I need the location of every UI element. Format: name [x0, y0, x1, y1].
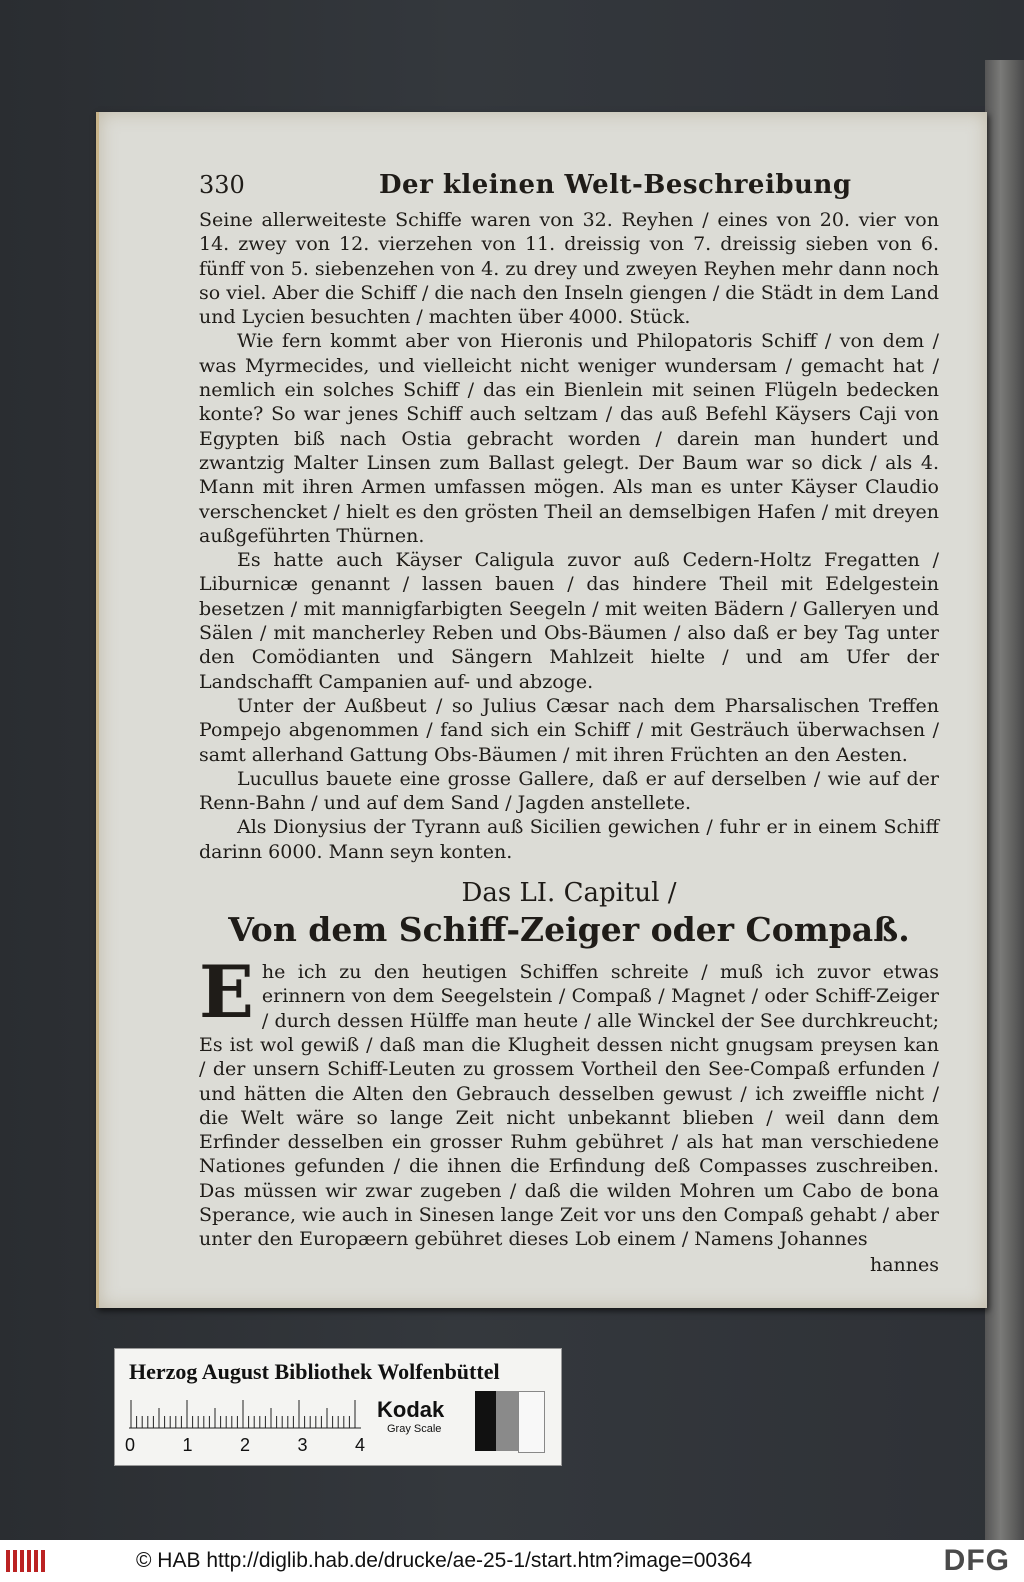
kodak-subtitle: Gray Scale: [387, 1423, 442, 1435]
kodak-label: [377, 1397, 444, 1435]
running-head: Der kleinen Welt-Beschreibung: [379, 170, 852, 200]
paragraph-3: Es hatte auch Käyser Caligula zuvor auß Cedern-Holtz Fregatten / Liburnicæ genannt / lassen bauen / das hindere Theil mit Edelgestein besetzen / mit mannigfarbigten Seegeln / mit weiten Bädern / Galleryen und Sälen / mit mancherley Reben und Obs-Bäumen / also daß er bey Tag unter den Comödianten und Sängern Mahlzeit hielte / und am Ufer der Landschafft Campanien auf- und abzoge.: [199, 549, 939, 693]
paragraph-1: Seine allerweiteste Schiffe waren von 32. Reyhen / eines von 20. vier von 14. zwey von 12. vierzehen von 11. dreissig von 7. dreissig sieben von 6. fünff von 5. siebenzehen von 4. zu drey und zweyen Reyhen mehr dann noch so viel. Aber die Schiff / die nach den Inseln giengen / die Städt in dem Land und Lycien besuchten / machten über 4000. Stück.: [199, 209, 939, 329]
page-content: [199, 170, 939, 1276]
hab-logo-icon: [4, 1546, 50, 1576]
chapter-number: Das LI. Capitul /: [461, 878, 677, 909]
ruler-icon: [129, 1399, 361, 1429]
copyright-link[interactable]: © HAB http://diglib.hab.de/drucke/ae-25-1/start.htm?image=00364: [136, 1549, 753, 1572]
gray-scale-swatch: [475, 1391, 545, 1451]
paragraph-5: Lucullus bauete eine grosse Gallere, daß er auf derselben / wie auf der Renn-Bahn / und auf dem Sand / Jagden anstellete.: [199, 767, 939, 815]
ruler-numbers: [125, 1435, 365, 1456]
ruler-number: 1: [182, 1435, 193, 1455]
chapter-text: he ich zu den heutigen Schiffen schreite / muß ich zuvor etwas erinnern von dem Seegelstein / Compaß / Magnet / oder Schiff-Zeiger / durch dessen Hülffe man heute / alle Winckel der See durchkreucht; Es ist wol gewiß / daß man die Klugheit dessen nicht gnugsam preysen kan / der unsern Schiff-Leuten zu grossem Vortheil den See-Compaß erfunden / und hätten die Alten den Gebrauch desselben gewust / ich zweiffle nicht / die Welt wäre so lange Zeit nicht unbekannt blieben / weil dann dem Erfinder desselben ein grosser Ruhm gebühret / als hat man verschiedene Nationes gefunden / die ihnen die Erfindung deß Compasses zuschreiben. Das müssen wir zwar zugeben / daß die wilden Mohren um Cabo de bona Sperance, wie auch in Sinesen lange Zeit vor uns den Compaß gehabt / aber unter den Europæern gebühret dieses Lob einem / Namens Johannes: [199, 961, 939, 1251]
ruler-number: 4: [354, 1435, 365, 1455]
ruler-number: 0: [125, 1435, 136, 1455]
catchword: hannes: [869, 1253, 939, 1276]
ruler-number: 3: [297, 1435, 308, 1455]
chapter-paragraph: [199, 949, 939, 1252]
book-edge: [985, 60, 1024, 1540]
book-page: [96, 112, 987, 1308]
paragraph-4: Unter der Außbeut / so Julius Cæsar nach dem Pharsalischen Treffen Pompejo abgenommen / fand sich ein Schiff / mit Gesträuch überwachsen / samt allerhand Gattung Obs-Bäumen / mit ihren Früchten an den Aesten.: [199, 694, 939, 766]
chapter-title: Von dem Schiff-Zeiger oder Compaß.: [228, 910, 910, 950]
drop-cap: E: [199, 949, 254, 1035]
card-title: Herzog August Bibliothek Wolfenbüttel: [129, 1359, 500, 1384]
paragraph-6: Als Dionysius der Tyrann auß Sicilien gewichen / fuhr er in einem Schiff darinn 6000. Mann seyn konten.: [199, 816, 939, 863]
ruler-number: 2: [239, 1435, 250, 1455]
page-number: 330: [199, 171, 245, 199]
dfg-logo: DFG: [943, 1544, 1010, 1577]
paragraph-2: Wie fern kommt aber von Hieronis und Philopatoris Schiff / von dem / was Myrmecides, und vielleicht nicht weniger wundersam / gemacht hat / nemlich ein solches Schiff / das ein Bienlein mit seinen Flügeln bedecken konte? So war jenes Schiff auch seltzam / das auß Befehl Käysers Caji von Egypten biß nach Ostia gebracht worden / darein man hundert und zwantzig Malter Linsen zum Ballast gelegt. Der Baum war so dick / als 4. Mann mit ihren Armen umfassen mögen. Als man es unter Käyser Claudio verschencket / hielt es den grösten Theil an demselbigen Hafen / mit dreyen außgeführten Thürnen.: [199, 330, 939, 547]
footer-bar: [0, 1540, 1024, 1582]
color-calibration-card: [114, 1348, 562, 1466]
page-header: [199, 170, 939, 206]
kodak-brand: Kodak: [377, 1397, 445, 1422]
